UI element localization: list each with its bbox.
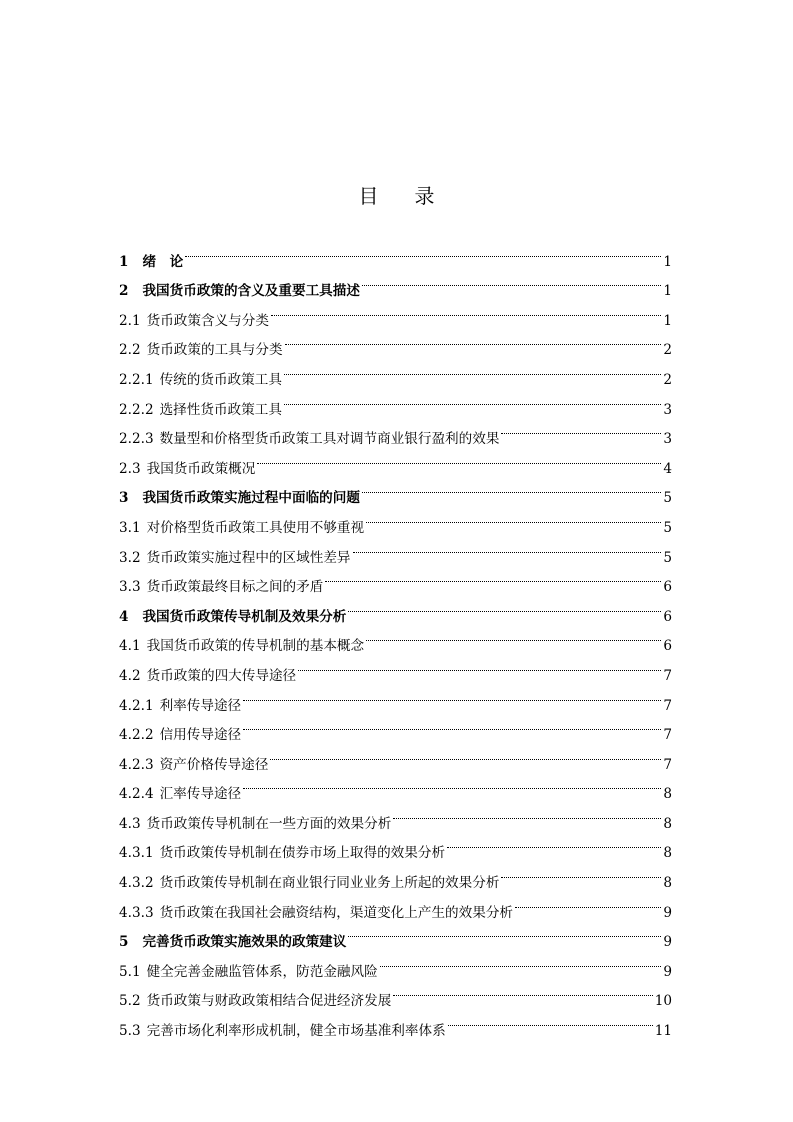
toc-entry-number: 4.3.1 [119,845,154,862]
toc-dot-leader [185,236,661,266]
toc-entry-number: 2.2.2 [119,401,154,418]
toc-dot-leader [243,680,661,710]
toc-entry-page-number: 5 [663,490,672,507]
toc-entry-page-number: 6 [663,608,672,625]
toc-entry-number: 2.3 [119,460,141,477]
toc-entry-title: 货币政策最终目标之间的矛盾 [146,579,324,596]
toc-entry-page-number: 7 [663,697,672,714]
toc-entry-page-number: 7 [663,756,672,773]
toc-entry-title: 绪 论 [142,253,184,270]
toc-entry-number: 4.2.3 [119,756,154,773]
toc-dot-leader [353,532,662,562]
toc-entry-number: 2.1 [119,312,141,329]
toc-entry-number: 3.2 [119,549,141,566]
toc-entry-title: 货币政策传导机制在商业银行同业业务上所起的效果分析 [159,875,500,892]
toc-entry-page-number: 8 [663,845,672,862]
toc-entry-title: 货币政策传导机制在一些方面的效果分析 [146,815,392,832]
toc-dot-leader [393,798,661,828]
toc-entry-title: 选择性货币政策工具 [159,401,282,418]
toc-title: 目录 [358,184,471,208]
toc-entry-title: 信用传导途径 [159,727,242,744]
toc-entry-page-number: 3 [663,431,672,448]
toc-entry-number: 4.2.1 [119,697,154,714]
toc-entry-title: 货币政策在我国社会融资结构，渠道变化上产生的效果分析 [159,904,514,921]
toc-dot-leader [501,414,661,444]
toc-entry-number: 3.3 [119,579,141,596]
toc-entry-page-number: 11 [654,1023,672,1040]
toc-entry-number: 1 [119,253,129,270]
toc-entry-page-number: 1 [663,283,672,300]
toc-entry-title: 货币政策的工具与分类 [146,342,283,359]
toc-dot-leader [348,917,661,947]
toc-entry-page-number: 2 [663,371,672,388]
toc-entry-page-number: 5 [663,519,672,536]
toc-dot-leader [362,266,661,296]
toc-entry-page-number: 3 [663,401,672,418]
toc-dot-leader [447,828,661,858]
toc-entry-number: 3 [119,490,129,507]
toc-dot-leader [285,325,662,355]
toc-entry-title: 货币政策实施过程中的区域性差异 [146,549,351,566]
toc-entry-number: 4.3.3 [119,904,154,921]
toc-entry-title: 我国货币政策概况 [146,460,256,477]
toc-entry-page-number: 6 [663,638,672,655]
toc-entry-title: 货币政策传导机制在债券市场上取得的效果分析 [159,845,446,862]
toc-entry-number: 4.2.2 [119,727,154,744]
toc-entry-number: 5.1 [119,963,141,980]
toc-dot-leader [243,769,661,799]
toc-dot-leader [243,710,661,740]
toc-entry-page-number: 10 [654,993,672,1010]
toc-dot-leader [362,473,661,503]
toc-dot-leader [257,443,661,473]
toc-entry-number: 5.2 [119,993,141,1010]
toc-entry-number: 2.2.1 [119,371,154,388]
toc-entry-number: 4.3 [119,815,141,832]
toc-entry-number: 4.1 [119,638,141,655]
toc-dot-leader [298,650,661,680]
toc-entry-title: 汇率传导途径 [159,786,242,803]
toc-entry[interactable] [119,266,672,300]
toc-entry-page-number: 1 [663,253,672,270]
toc-dot-leader [515,887,661,917]
toc-entry-page-number: 4 [663,460,672,477]
toc-dot-leader [348,591,661,621]
toc-entry-page-number: 1 [663,312,672,329]
toc-entry-number: 4 [119,608,129,625]
toc-dot-leader [393,976,652,1006]
toc-entry-number: 2 [119,283,129,300]
toc-dot-leader [284,354,661,384]
toc-dot-leader [501,857,661,887]
table-of-contents [119,236,672,1040]
toc-dot-leader [448,1005,653,1035]
toc-entry-number: 2.2 [119,342,141,359]
toc-entry-number: 5.3 [119,1023,141,1040]
toc-dot-leader [366,621,661,651]
toc-entry-title: 货币政策与财政政策相结合促进经济发展 [146,993,392,1010]
toc-dot-leader [366,502,661,532]
toc-entry-page-number: 9 [663,934,672,951]
toc-dot-leader [380,946,662,976]
toc-entry-number: 3.1 [119,519,141,536]
toc-entry[interactable] [119,236,672,270]
toc-dot-leader [284,384,661,414]
toc-entry-title: 数量型和价格型货币政策工具对调节商业银行盈利的效果 [159,431,500,448]
toc-entry-page-number: 8 [663,786,672,803]
toc-entry-page-number: 6 [663,579,672,596]
toc-entry-page-number: 9 [663,904,672,921]
toc-entry-title: 完善货币政策实施效果的政策建议 [142,934,347,951]
toc-entry-title: 对价格型货币政策工具使用不够重视 [146,519,365,536]
toc-entry-title: 我国货币政策的含义及重要工具描述 [142,283,360,300]
toc-entry-page-number: 7 [663,667,672,684]
toc-entry-page-number: 2 [663,342,672,359]
toc-entry-title: 健全完善金融监管体系，防范金融风险 [146,963,378,980]
toc-entry-title: 资产价格传导途径 [159,756,269,773]
toc-entry-number: 2.2.3 [119,431,154,448]
toc-entry-page-number: 8 [663,815,672,832]
toc-entry-page-number: 9 [663,963,672,980]
toc-entry-title: 我国货币政策的传导机制的基本概念 [146,638,365,655]
toc-entry-number: 4.2 [119,667,141,684]
toc-entry-title: 我国货币政策实施过程中面临的问题 [142,490,360,507]
toc-entry-page-number: 5 [663,549,672,566]
toc-entry-page-number: 8 [663,875,672,892]
toc-entry-number: 4.3.2 [119,875,154,892]
toc-entry-page-number: 7 [663,727,672,744]
toc-entry-title: 货币政策的四大传导途径 [146,667,297,684]
toc-entry-title: 完善市场化利率形成机制，健全市场基准利率体系 [146,1023,446,1040]
toc-entry-title: 货币政策含义与分类 [146,312,269,329]
toc-entry-title: 利率传导途径 [159,697,242,714]
toc-entry-title: 我国货币政策传导机制及效果分析 [142,608,347,625]
toc-dot-leader [325,562,661,592]
toc-entry-title: 传统的货币政策工具 [159,371,282,388]
toc-entry-number: 4.2.4 [119,786,154,803]
toc-entry-number: 5 [119,934,129,951]
toc-dot-leader [270,739,661,769]
toc-dot-leader [271,295,661,325]
